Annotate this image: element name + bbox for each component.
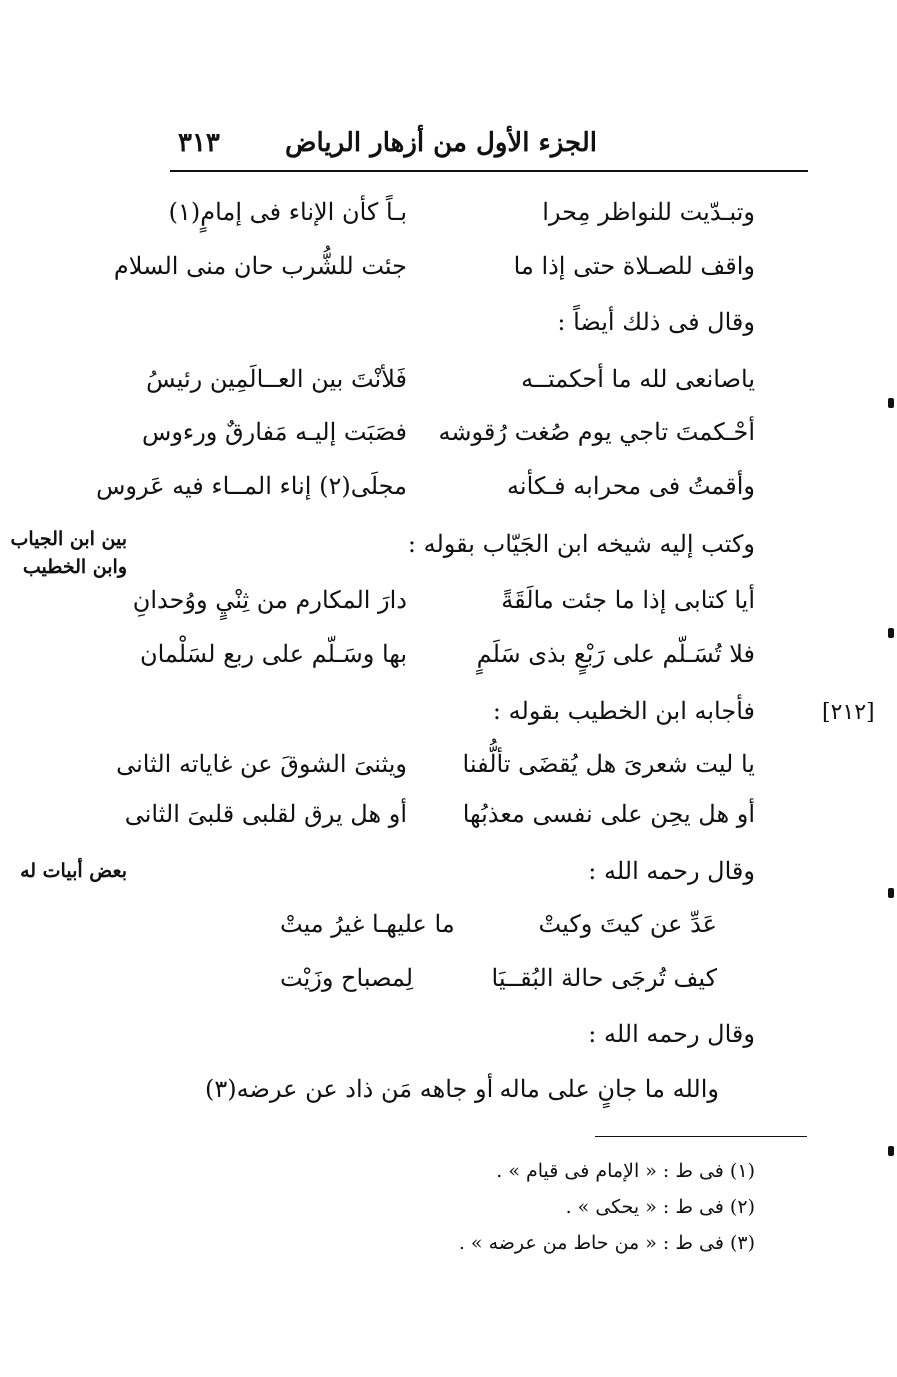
verse-hemistich-left: دارَ المكارم من ثِنْيٍ ووُحدانِ (132, 586, 407, 614)
margin-note: بين ابن الجياب (10, 528, 127, 550)
verse-hemistich-right: أيا كتابى إذا ما جئت مالَقَةً (501, 586, 755, 614)
header-rule (170, 170, 808, 172)
page-number: ٣١٣ (178, 128, 220, 158)
margin-page-reference: [٢١٢] (822, 700, 875, 725)
verse-hemistich-left: بها وسَـلّم على ربع لسَلْمان (139, 640, 407, 668)
scan-mark (888, 1146, 894, 1156)
verse-hemistich-left: ما عليهـا غيرُ ميتْ (280, 910, 455, 938)
footnote: (٣) فى ط : « من حاط من عرضه » . (458, 1232, 755, 1254)
verse-hemistich-left: فَلأنْتَ بين العــالَمِين رئيسُ (146, 365, 407, 393)
scan-mark (888, 888, 894, 898)
verse-hemistich-left: بـاً كأن الإناء فى إمامٍ(١) (168, 198, 407, 226)
intro-line: فأجابه ابن الخطيب بقوله : (492, 697, 755, 725)
verse-hemistich-right: وتبـدّيت للنواظر مِحرا (542, 198, 755, 226)
verse-hemistich-right: أو هل يحِن على نفسى معذبُها (462, 800, 755, 828)
scan-mark (888, 398, 894, 408)
footnote-rule (595, 1136, 807, 1137)
verse-hemistich-right: عَدِّ عن كيتَ وكيتْ (538, 910, 717, 938)
verse-hemistich-left: لِمصباح وزَيْت (280, 964, 414, 992)
verse-hemistich-left: أو هل يرق لقلبى قلبىَ الثانى (124, 800, 407, 828)
intro-line: وقال رحمه الله : (588, 857, 755, 885)
verse-hemistich-right: كيف تُرجَى حالة البُقــيَا (491, 964, 717, 992)
running-head-title: الجزء الأول من أزهار الرياض (285, 128, 597, 158)
verse-hemistich-right: فلا تُسَـلّم على رَبْعٍ بذى سَلَمٍ (476, 640, 755, 668)
verse-hemistich-left: مجلَى(٢) إناء المــاء فيه عَروس (96, 472, 407, 500)
verse-hemistich-right: وأقمتُ فى محرابه فـكأنه (507, 472, 755, 500)
verse-hemistich-left: جئت للشُّرب حان منى السلام (113, 252, 407, 280)
verse-hemistich-right: أحْـكمتَ تاجي يوم صُغت رُقوشه (438, 418, 755, 446)
margin-note: بعض أبيات له (20, 860, 127, 882)
intro-line: وكتب إليه شيخه ابن الجَيّاب بقوله : (407, 530, 755, 558)
verse-hemistich-left: ويثنىَ الشوقَ عن غاياته الثانى (116, 750, 407, 778)
footnote: (١) فى ط : « الإمام فى قيام » . (496, 1160, 755, 1182)
margin-note: وابن الخطيب (22, 556, 127, 578)
verse-hemistich-right: ياصانعى لله ما أحكمتــه (521, 365, 755, 393)
scan-mark (888, 628, 894, 638)
verse-hemistich-right: واقف للصـلاة حتى إذا ما (513, 252, 755, 280)
verse-hemistich-right: والله ما جانٍ على ماله (499, 1075, 719, 1103)
verse-hemistich-left: فصَبَت إليـه مَفارقٌ ورءوس (142, 418, 407, 446)
verse-hemistich-right: يا ليت شعرىَ هل يُقضَى تألُّفنا (462, 750, 755, 778)
intro-line: وقال رحمه الله : (588, 1020, 755, 1048)
intro-line: وقال فى ذلك أيضاً : (557, 308, 755, 336)
verse-hemistich-left: أو جاهه مَن ذاد عن عرضه(٣) (205, 1075, 494, 1103)
footnote: (٢) فى ط : « يحكى » . (565, 1196, 755, 1218)
